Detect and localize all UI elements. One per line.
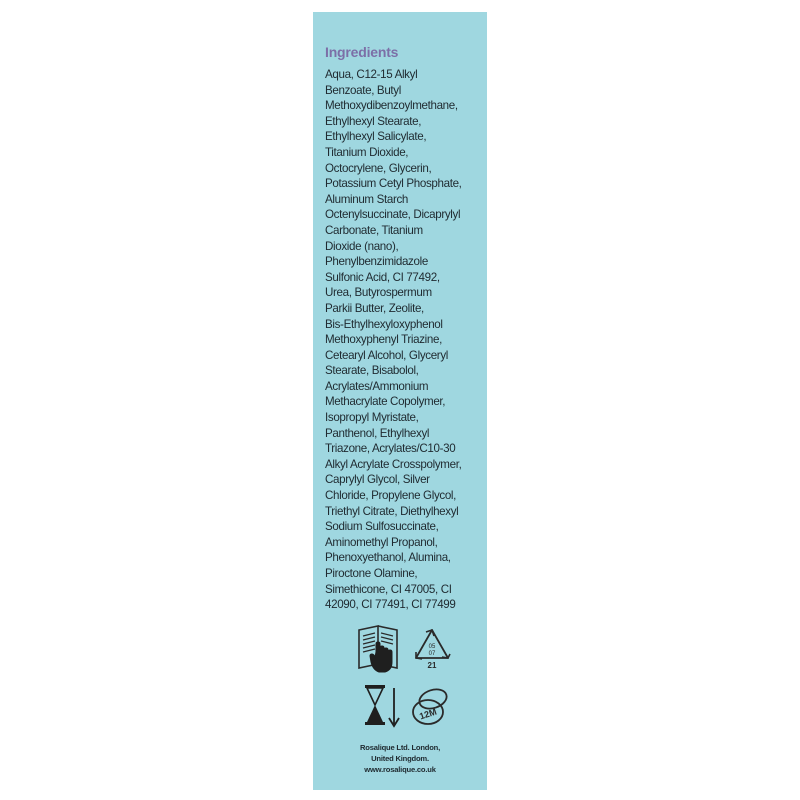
ingredient-line: Octocrylene, Glycerin, <box>325 161 432 175</box>
ingredient-line: Methacrylate Copolymer, <box>325 395 446 409</box>
pao-label: 12M <box>418 706 438 722</box>
hourglass-best-before-icon <box>363 682 403 732</box>
ingredient-line: Aluminum Starch <box>325 192 409 206</box>
recycling-icon <box>412 626 452 678</box>
recycling-code: 21 <box>427 661 437 670</box>
ingredient-line: Carbonate, Titanium <box>325 223 423 237</box>
ingredient-line: Stearate, Bisabolol, <box>325 364 419 378</box>
ingredient-line: Methoxyphenyl Triazine, <box>325 333 442 347</box>
ingredient-line: Parkii Butter, Zeolite, <box>325 301 424 315</box>
ingredient-line: Bis-Ethylhexyloxyphenol <box>325 317 443 331</box>
ingredients-list <box>325 67 485 613</box>
ingredient-line: 42090, CI 77491, CI 77499 <box>325 598 456 612</box>
ingredient-line: Simethicone, CI 47005, CI <box>325 582 452 596</box>
recycling-code: 05 <box>428 644 436 650</box>
footer-line: United Kingdom. <box>371 754 429 763</box>
ingredients-heading: Ingredients <box>325 44 399 60</box>
company-address <box>313 742 487 775</box>
ingredient-line: Sulfonic Acid, CI 77492, <box>325 270 440 284</box>
ingredient-line: Caprylyl Glycol, Silver <box>325 473 430 487</box>
ingredient-line: Alkyl Acrylate Crosspolymer, <box>325 457 462 471</box>
ingredient-line: Potassium Cetyl Phosphate, <box>325 177 462 191</box>
ingredient-line: Piroctone Olamine, <box>325 567 418 580</box>
ingredient-line: Ethylhexyl Stearate, <box>325 114 422 128</box>
ingredient-line: Benzoate, Butyl <box>325 83 401 97</box>
ingredient-line: Octenylsuccinate, Dicaprylyl <box>325 208 461 222</box>
ingredient-line: Triazone, Acrylates/C10-30 <box>325 442 456 456</box>
ingredient-line: Chloride, Propylene Glycol, <box>325 489 457 503</box>
ingredients-panel <box>313 12 487 790</box>
ingredient-line: Ethylhexyl Salicylate, <box>325 130 427 144</box>
ingredient-line: Acrylates/Ammonium <box>325 379 429 393</box>
ingredient-line: Panthenol, Ethylhexyl <box>325 426 430 440</box>
ingredient-line: Aminomethyl Propanol, <box>325 535 438 549</box>
ingredient-line: Sodium Sulfosuccinate, <box>325 520 439 534</box>
ingredient-line: Urea, Butyrospermum <box>325 286 432 300</box>
read-leaflet-icon <box>356 624 404 676</box>
ingredient-line: Isopropyl Myristate, <box>325 411 419 425</box>
ingredient-line: Titanium Dioxide, <box>325 145 409 159</box>
ingredient-line: Phenylbenzimidazole <box>325 255 428 269</box>
period-after-opening-icon <box>409 684 451 730</box>
footer-line: Rosalique Ltd. London, <box>360 743 440 752</box>
ingredient-line: Dioxide (nano), <box>325 239 399 253</box>
ingredient-line: Phenoxyethanol, Alumina, <box>325 551 451 565</box>
recycling-code: 07 <box>428 651 436 657</box>
ingredient-line: Methoxydibenzoylmethane, <box>325 99 458 113</box>
ingredient-line: Triethyl Citrate, Diethylhexyl <box>325 504 459 518</box>
ingredient-line: Cetearyl Alcohol, Glyceryl <box>325 348 448 362</box>
website-link: www.rosalique.co.uk <box>364 765 436 774</box>
ingredient-line: Aqua, C12-15 Alkyl <box>325 68 418 81</box>
